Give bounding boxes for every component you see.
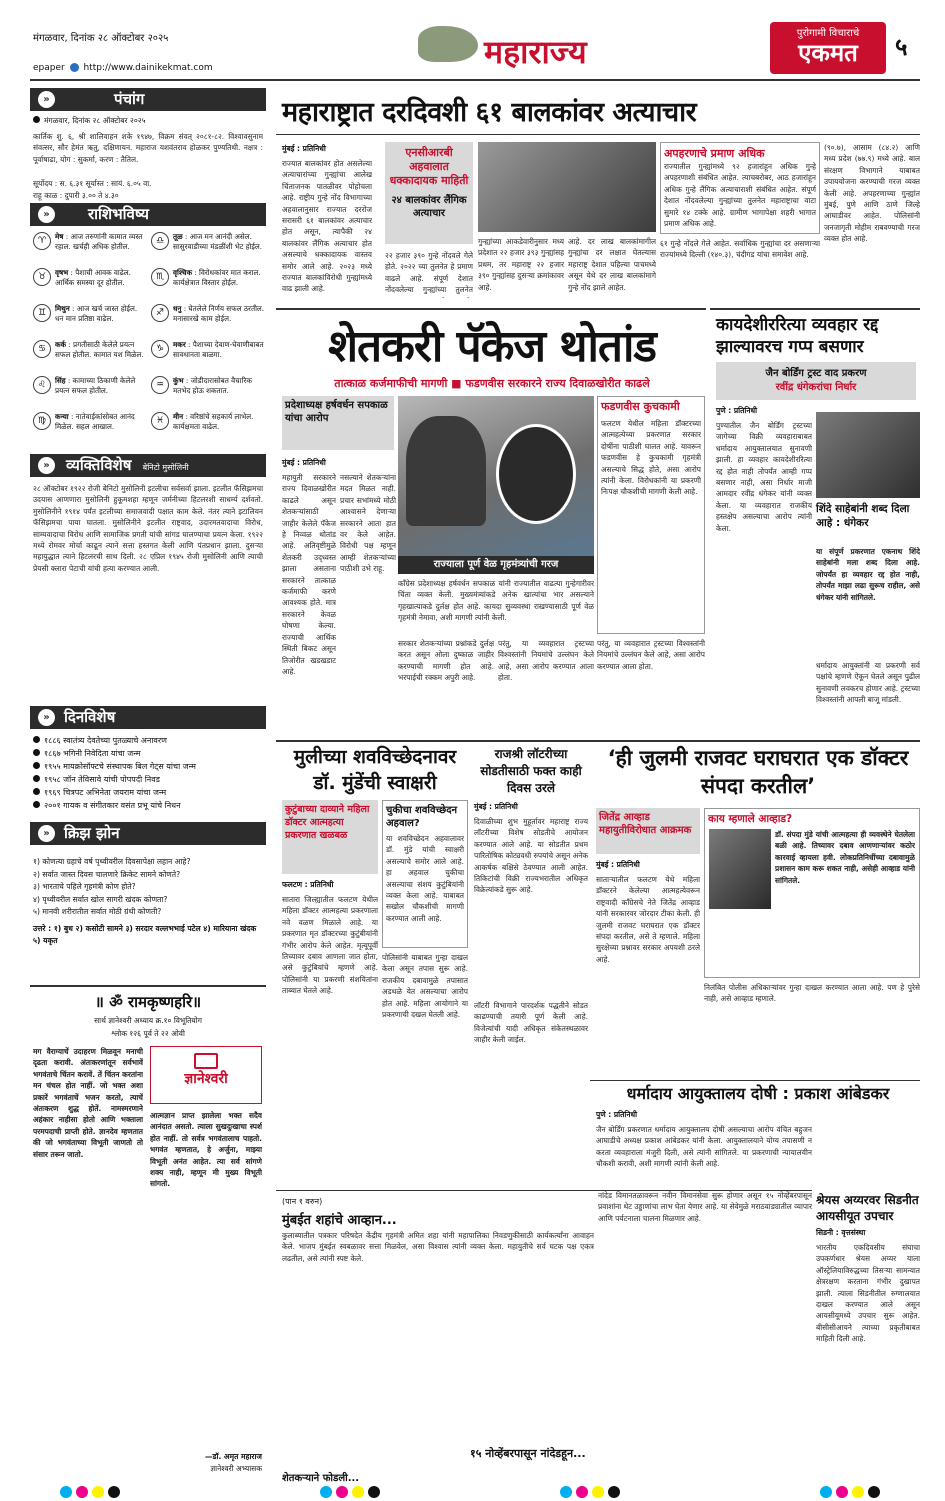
rashi-title: राशिभविष्य: [88, 205, 149, 223]
rashi-text: पैशाच्या देवाण-घेवाणीबाबत सावधानता बाळगा.: [173, 340, 264, 359]
list-item-text: १९६९ चित्रपट अभिनेता जयराम यांचा जन्म: [44, 788, 167, 797]
yellow-dot: [592, 1486, 604, 1498]
jitendra-body: साताऱ्यातील फलटण येथे महिला डॉक्टरने केलेल्या आत्महत्येवरून राष्ट्रवादी काँग्रेसचे नेते जितेंद्र आव्हाड यांनी सरकारवर जोरदार टीका केली. ही जुलमी राजवट घराघरात एक डॉक्टर संपदा करतील, असे ते म्हणाले. महिला सुरक्षेच्या प्रश्नावर सरकार अपयशी ठरले आहे.: [596, 875, 700, 964]
person-subtitle: बेनिटो मुसोलिनी: [142, 463, 189, 472]
zodiac-icon: ♌: [33, 376, 51, 394]
quiz-answers: उत्तरे : १) बुध २) कसोटी सामने ३) सरदार वल्लभभाई पटेल ४) मारियाना खंदक ५) यकृत: [33, 923, 257, 945]
person-photo-left: [406, 416, 486, 526]
rashi-text: आज खर्च जास्त होईल. धन मान प्रतिष्ठा वाढेल.: [55, 304, 138, 323]
om-author: —डॉ. अमृत महाराज: [204, 1452, 262, 1461]
jain-sub2: रवींद्र धंगेकरांचा निर्धार: [775, 382, 857, 393]
lead-col6: (९०.७), आसाम (८४.२) आणि मध्य प्रदेश (७७.९) मध्ये आहे. बाल संरक्षण विभागाने याबाबत उपाययोजना करण्याची गरज व्यक्त केली आहे. अपहरणाच्या गुन्ह्यांत मुंबई, पुणे आणि ठाणे जिल्हे आघाडीवर आहेत. पोलिसांनी जनजागृती मोहीम राबवण्याची गरज व्यक्त होत आहे.: [824, 143, 920, 244]
doctor-headline: मुलीच्या शवविच्छेदनावर डॉ. मुंडेंची स्वाक्षरी: [293, 746, 457, 794]
package-col5: परंतु, या व्यवहारात ट्रस्टच्या विश्वस्तांनी नियमांचे उल्लंघन केले आहे, असा आरोप करण्यात आला होता.: [597, 639, 705, 671]
package-col1: महायुती सरकारने राज्य दिवाळखोरीत काढले असून शेतकऱ्यांसाठी जाहीर केलेले पॅकेज हे निव्वळ थोतांड आहे. अतिवृष्टीमुळे शेतकरी उद्ध्वस्त झाला असताना सरकारने तात्काळ कर्जमाफी करणे आवश्यक होते. मात्र सरकारने केवळ घोषणा केल्या. राज्याची आर्थिक स्थिती बिकट असून तिजोरीत खडखडाट आहे.: [282, 473, 336, 676]
jitendra-box-body: डॉ. संपदा मुंडे यांची आत्महत्या ही व्यवस्थेने घेतलेला बळी आहे. तिच्यावर दबाव आणणाऱ्यांवर कठोर कारवाई व्हायला हवी. लोकप्रतिनिधींच्या दबावामुळे प्रशासन काम करू शकत नाही, असेही आव्हाड यांनी सांगितले.: [775, 830, 915, 885]
jain-col2: धर्मादाय आयुक्तांनी या प्रकरणी सर्व पक्षांचे म्हणणे ऐकून घेतले असून पुढील सुनावणी लवकरच होणार आहे. ट्रस्टच्या विश्वस्तांनी आपली बाजू मांडली.: [816, 661, 920, 705]
masthead: [0, 0, 945, 78]
doctor-box-body: या शवविच्छेदन अहवालावर डॉ. मुंडे यांची स्वाक्षरी असल्याचे समोर आले आहे. हा अहवाल चुकीचा असल्याचा संशय कुटुंबियांनी व्यक्त केला आहे. याबाबत सखोल चौकशीची मागणी करण्यात आली आहे.: [386, 834, 464, 923]
list-item-text: २००१ गायक व संगीतकार वसंत प्रभू यांचे निधन: [44, 801, 181, 810]
rashi-name: मकर: [173, 340, 186, 349]
rashi-item: धनु : घेतलेले निर्णय सफल ठरतील. मनासारखे काम होईल.: [173, 304, 265, 323]
rashi-item: कुंभ : जोडीदारासोबत वैचारिक मतभेद होऊ शकतात.: [173, 376, 252, 395]
package-col2: नसल्याने शेतकऱ्यांना मदत मिळत नाही. प्रचार सभांमध्ये मोठी आश्वासने देणाऱ्या सरकारने आता हात वर केले आहेत. विरोधी पक्ष म्हणून आम्ही शेतकऱ्यांच्या पाठीशी उभे राहू.: [340, 473, 396, 574]
jitendra-headline: ‘ही जुलमी राजवट घराघरात एक डॉक्टर संपदा करतील’: [607, 746, 909, 798]
om-author2: ज्ञानेश्वरी अभ्यासक: [210, 1464, 262, 1473]
lead-dateline: मुंबई : प्रतिनिधी: [282, 144, 326, 153]
lead-col2: २२ हजार ३९० गुन्हे नोंदवले गेले होते. २०२२ च्या तुलनेत हे प्रमाण वाढले आहे. संपूर्ण देशात नोंदवलेल्या गुन्ह्यांच्या तुलनेत: [385, 251, 473, 295]
divider: [590, 1080, 920, 1081]
dnyaneshwari-logo: [150, 1046, 262, 1104]
zodiac-icon: ♍: [33, 412, 51, 430]
jitendra-col2: निलंबित पोलीस अधिकाऱ्यांवर गुन्हा दाखल करण्यात आला आहे. पण हे पुरेसे नाही, असे आव्हाड म्हणाले.: [704, 983, 920, 1004]
arrow-icon: »: [38, 206, 55, 223]
bullet-icon: [33, 736, 40, 743]
quiz-title: क्रिझ झोन: [64, 824, 120, 842]
quiz-question: ५) मानवी शरीरातील सर्वात मोठी ग्रंथी कोणती?: [33, 907, 162, 916]
rashi-item: मिथुन : आज खर्च जास्त होईल. धन मान प्रतिष्ठा वाढेल.: [55, 304, 138, 323]
prakash-headline: धर्मादाय आयुक्तालय दोषी : प्रकाश आंबेडकर: [626, 1084, 890, 1103]
lottery-dateline: मुंबई : प्रतिनिधी: [474, 802, 518, 811]
rashi-name: वृश्चिक: [173, 268, 192, 277]
section-title: महाराज्य: [484, 33, 587, 71]
lead-col5: ६१ गुन्हे नोंदले गेले आहेत. सर्वाधिक गुन्ह्यांचा दर असणाऱ्या राज्यांमध्ये दिल्ली (१४०.३), चंदीगड यांचा समावेश आहे.: [660, 239, 820, 260]
zodiac-icon: ♋: [33, 340, 51, 358]
page-number: ५: [895, 33, 908, 61]
jain-body: पुण्यातील जैन बोर्डिंग ट्रस्टच्या जागेच्या विक्री व्यवहाराबाबत धर्मादाय आयुक्तालयात सुनावणी झाली. हा व्यवहार कायदेशीररित्या रद्द होत नाही तोपर्यंत आम्ही गप्प बसणार नाही, असा निर्धार माजी आमदार रवींद्र धंगेकर यांनी व्यक्त केला. या व्यवहारात राजकीय हस्तक्षेप असल्याचा आरोप त्यांनी केला.: [716, 421, 812, 533]
package-photo: [398, 396, 594, 556]
registration-strip: [0, 1486, 945, 1500]
divider: [30, 985, 266, 987]
jain-sub1: जैन बोर्डिंग ट्रस्ट वाद प्रकरण: [765, 368, 867, 379]
rashi-text: पैशाची आवक वाढेल. आर्थिक समस्या दूर होतील.: [55, 268, 131, 287]
arrow-icon: »: [38, 709, 55, 726]
jain-sub-box: [716, 362, 916, 400]
abduct-box: [660, 142, 820, 234]
bullet-icon: [33, 116, 40, 123]
continued-label: (पान १ वरुन): [282, 1197, 323, 1206]
jain-headline: कायदेशीररित्या व्यवहार रद्द झाल्यावरच गप्प बसणार: [716, 315, 879, 357]
package-side-head-text: प्रदेशाध्यक्ष हर्षवर्धन सपकाळ यांचा आरोप: [285, 400, 388, 424]
zodiac-icon: ♑: [151, 340, 169, 358]
shreyas-body: भारतीय एकदिवसीय संघाचा उपकर्णधार श्रेयस अय्यर याला ऑस्ट्रेलियाविरुद्धच्या तिसऱ्या सामन्यात क्षेत्ररक्षण करताना गंभीर दुखापत झाली. त्याला सिडनीतील रुग्णालयात दाखल करण्यात आले असून आयसीयूमध्ये उपचार सुरू आहेत. बीसीसीआयने त्याच्या प्रकृतीबाबत माहिती दिली आहे.: [816, 1243, 920, 1344]
om-col2: आत्मज्ञान प्राप्त झालेला भक्त सदैव आनंदात असतो. त्याला सुखदुःखाचा स्पर्श होत नाहीं. तो सर्वत्र भगवंतालाच पाहतो. भगवंत म्हणतात, हे अर्जुना, माझ्या विभूती अनंत आहेत. त्या सर्व सांगणे शक्य नाही, म्हणून मी मुख्य विभूती सांगतो.: [150, 1111, 262, 1189]
rashi-item: कर्क : प्रगतीसाठी केलेले प्रयत्न सफल होतील. कामात यश मिळेल.: [55, 340, 144, 359]
list-item-text: १९५८ जॉन तेविसावे यांची पोपपदी निवड: [44, 775, 160, 784]
rashi-item: सिंह : कामाच्या ठिकाणी केलेले प्रयत्न सफल होतील.: [55, 376, 136, 395]
rashi-name: धनु: [173, 304, 182, 313]
rashi-text: कामाच्या ठिकाणी केलेले प्रयत्न सफल होतील.: [55, 376, 136, 395]
prakash-dateline: पुणे : प्रतिनिधी: [596, 1110, 638, 1119]
package-box-title: फडणवीस कुचकामी: [601, 400, 680, 413]
om-sub2: श्लोक १२६ पूर्व ते २२ ओवी: [111, 1029, 185, 1038]
lead-col4: आहे. दर लाख बालकांमागील गुन्ह्यांचा दर लक्षात घेतल्यास महाराष्ट्र देशात पहिल्या पाचमध्ये असून येथे दर लाख बालकांमागे गुन्हे नोंद झाले आहेत.: [568, 237, 656, 292]
lead-box-title: एनसीआरबी अहवालात धक्कादायक माहिती: [389, 146, 469, 187]
caption-body: काँग्रेस प्रदेशाध्यक्ष हर्षवर्धन सपकाळ यांनी राज्यातील वाढत्या गुन्हेगारीवर चिंता व्यक्त केली. मुख्यमंत्र्यांकडे अनेक खात्यांचा भार असल्याने गृहखात्याकडे दुर्लक्ष होत आहे. कायदा सुव्यवस्था राखण्यासाठी पूर्ण वेळ गृहमंत्री नेमावा, अशी मागणी त्यांनी केली.: [398, 579, 594, 623]
zodiac-icon: ♒: [151, 376, 169, 394]
lead-box-sub: २४ बालकांवर लैंगिक अत्याचार: [391, 195, 467, 219]
bullet-icon: [33, 775, 40, 782]
quote-title: शिंदे साहेबांनी शब्द दिला आहे : धंगेकर: [816, 503, 910, 529]
person-bar: [30, 454, 266, 477]
person-body: २८ ऑक्टोबर १९२२ रोजी बेनिटो मुसोलिनी इटलीचा सर्वसर्वा झाला. इटलीत फॅसिझमचा उदयास आणणारा मुसोलिनी हुकूमशहा म्हणून जर्मनीच्या हिटलरशी साधर्म्य दर्शवतो. मुसोलिनीने १९१४ पर्यंत इटलीच्या समाजवादी पक्षात काम केले. नंतर त्याने इटालियन फॅसिझमचा पाया घातला. मुसोलिनीने इटलीत राष्ट्रवाद, उदारमतवादाचा विरोध, साम्यवादाचा विरोध आणि सामाजिक प्रगती यांची सांगड घालण्याचा प्रयत्न केला. १९२२ मध्ये रोमवर मोर्चा काढून त्याने सत्ता हस्तगत केली आणि पंतप्रधान झाला. दुसऱ्या महायुद्धात त्याने हिटलरची साथ दिली. २८ एप्रिल १९४५ रोजी मुसोलिनी आणि त्याची प्रेयसी क्लारा पेटाची यांची हत्या करण्यात आली.: [33, 484, 263, 573]
continued-foot: शेतकऱ्याने फोडली...: [282, 1473, 360, 1484]
brand-box: [770, 22, 886, 74]
cyan-dot: [820, 1486, 832, 1498]
logo-text: ज्ञानेश्वरी: [184, 1071, 228, 1087]
doctor-side-head-text: कुटुंबाच्या दाव्याने महिला डॉक्टर आत्महत्या प्रकरणात खळबळ: [285, 804, 370, 841]
yellow-dot: [852, 1486, 864, 1498]
lottery-col2: लॉटरी विभागाने पारदर्शक पद्धतीने सोडत काढण्याची तयारी पूर्ण केली आहे. विजेत्यांची यादी अधिकृत संकेतस्थळावर जाहीर केली जाईल.: [474, 1001, 588, 1045]
lead-headline: महाराष्ट्रात दरदिवशी ६१ बालकांवर अत्याचार: [282, 97, 697, 128]
rashi-item: मकर : पैशाच्या देवाण-घेवाणीबाबत सावधानता बाळगा.: [173, 340, 264, 359]
list-item: [33, 786, 265, 799]
rashi-item: वृश्चिक : विरोधकांवर मात कराल. कार्यक्षेत्रात विस्तार होईल.: [173, 268, 261, 287]
rashi-name: मेष: [55, 232, 64, 241]
rashi-item: वृषभ : पैशाची आवक वाढेल. आर्थिक समस्या दूर होतील.: [55, 268, 131, 287]
shreyas-headline: श्रेयस अय्यरवर सिडनीत आयसीयूत उपचार: [816, 1193, 919, 1223]
panchang-title: पंचांग: [114, 90, 145, 108]
zodiac-icon: ♏: [151, 268, 169, 286]
arrow-icon: »: [38, 825, 55, 842]
quiz-bar: [30, 822, 266, 845]
continued-headline: मुंबईत शहांचे आव्हान...: [282, 1213, 397, 1228]
globe-icon: [70, 63, 79, 72]
rashi-name: कर्क: [55, 340, 67, 349]
panchang-rahu: राहू काळ : दुपारी ३.०० ते ४.३०: [33, 191, 119, 200]
abduct-title: अपहरणाचे प्रमाण अधिक: [664, 147, 765, 160]
rashi-text: विरोधकांवर मात कराल. कार्यक्षेत्रात विस्तार होईल.: [173, 268, 261, 287]
divider: [710, 308, 920, 310]
list-item-text: १८६७ भगिनी निवेदिता यांचा जन्म: [44, 749, 141, 758]
dinvishesh-bar: [30, 706, 266, 729]
masthead-date: मंगळवार, दिनांक २८ ऑक्टोबर २०२५: [33, 33, 169, 44]
om-title: ॥ ॐ रामकृष्णहरि॥: [94, 993, 202, 1011]
dinvishesh-title: दिनविशेष: [64, 708, 116, 726]
doctor-body: सातारा जिल्ह्यातील फलटण येथील महिला डॉक्टर आत्महत्या प्रकरणाला नवे वळण मिळाले आहे. या प्रकरणात मृत डॉक्टरच्या कुटुंबीयांनी गंभीर आरोप केले आहेत. मृत्यूपूर्वी तिच्यावर दबाव आणला जात होता, असे कुटुंबियांचे म्हणणे आहे. पोलिसांनी या प्रकरणी संशयितांना ताब्यात घेतले आहे.: [282, 895, 378, 996]
package-headline: शेतकरी पॅकेज थोतांड: [328, 321, 656, 372]
yellow-dot: [352, 1486, 364, 1498]
rashi-name: मीन: [173, 412, 184, 421]
prakash-body: जैन बोर्डिंग प्रकरणात धर्मादाय आयुक्तालय दोषी असल्याचा आरोप वंचित बहुजन आघाडीचे अध्यक्ष प्रकाश आंबेडकर यांनी केला. आयुक्तालयाने योग्य तपासणी न करता व्यवहाराला मंजुरी दिली, असे त्यांनी सांगितले. या प्रकरणाची न्यायालयीन चौकशी करावी, अशी मागणी त्यांनी केली आहे.: [596, 1125, 812, 1169]
list-item-text: १९५५ मायक्रोसॉफ्टचे संस्थापक बिल गेट्स यांचा जन्म: [44, 762, 196, 771]
zodiac-icon: ♈: [33, 232, 51, 250]
list-item: [33, 747, 265, 760]
epaper-label: [33, 63, 213, 73]
zodiac-icon: ♐: [151, 304, 169, 322]
rashi-item: तूळ : आज मन आनंदी असेल. सासुरवाडीच्या मंडळींशी भेट होईल.: [173, 232, 263, 251]
lead-col3: गुन्ह्यांच्या आकडेवारीनुसार मध्य प्रदेशात २२ हजार ३९३ गुन्ह्यांसह प्रथम, तर महाराष्ट्र २२ हजार ३९० गुन्ह्यांसह दुसऱ्या क्रमांकावर आहे.: [478, 237, 564, 292]
bullet-icon: [33, 762, 40, 769]
package-box-body: फलटण येथील महिला डॉक्टरच्या आत्महत्येच्या प्रकरणात सरकार दोषींना पाठीशी घालत आहे. यावरून फडणवीस हे कुचकामी गृहमंत्री असल्याचे सिद्ध होते, असा आरोप त्यांनी केला. विरोधकांनी या प्रकरणी निःपक्ष चौकशीची मागणी केली आहे.: [601, 419, 701, 497]
jitendra-side-head: [596, 808, 700, 854]
brand-logo: एकमत: [798, 39, 858, 67]
jitendra-box-title: काय म्हणाले आव्हाड?: [708, 813, 793, 825]
rashi-item: मीन : वरिष्ठांचे सहकार्य लाभेल. कार्यक्षमता वाढेल.: [173, 412, 254, 431]
doctor-side-head: [282, 800, 378, 874]
zodiac-icon: ♊: [33, 304, 51, 322]
rashi-text: आज मन आनंदी असेल. सासुरवाडीच्या मंडळींशी भेट होईल.: [173, 232, 263, 251]
doctor-dateline: फलटण : प्रतिनिधी: [282, 880, 334, 889]
lead-col1: राज्यात बालकांवर होत असलेल्या अत्याचारांच्या गुन्ह्यांचा आलेख चिंताजनक पातळीवर पोहोचला आहे. राष्ट्रीय गुन्हे नोंद विभागाच्या अहवालानुसार राज्यात दररोज सरासरी ६१ बालकांवर अत्याचार होत असून, त्यापैकी २४ बालकांवर लैंगिक अत्याचार होत असल्याचे धक्कादायक वास्तव समोर आले आहे. २०२३ मध्ये राज्यात बालकांविरोधी गुन्ह्यांमध्ये वाढ झाली आहे.: [282, 159, 372, 294]
cyan-dot: [320, 1486, 332, 1498]
lottery-body: दिवाळीच्या शुभ मुहूर्तावर महाराष्ट्र राज्य लॉटरीच्या विशेष सोडतीचे आयोजन करण्यात आले आहे. या सोडतीत प्रथम पारितोषिक कोट्यवधी रुपयांचे असून अनेक आकर्षक बक्षिसे ठेवण्यात आली आहेत. तिकिटांची विक्री राज्यभरातील अधिकृत विक्रेत्यांकडे सुरू आहे.: [474, 817, 588, 895]
panchang-bar: [30, 88, 266, 111]
jitendra-side-head-text: जितेंद्र आव्हाड महायुतीविरोधात आक्रमक: [599, 812, 692, 836]
panchang-sun: सूर्योदय : स. ६.३१ सूर्यास्त : सायं. ६.०५ वा.: [33, 179, 152, 188]
arrow-icon: »: [38, 91, 55, 108]
zodiac-icon: ♓: [151, 412, 169, 430]
rashi-text: वरिष्ठांचे सहकार्य लाभेल. कार्यक्षमता वाढेल.: [173, 412, 254, 431]
rashi-item: मेष : आज तरुणांनी कामात व्यस्त रहाल. खर्चही अधिक होतील.: [55, 232, 143, 251]
package-box: [597, 396, 705, 634]
rashi-name: वृषभ: [55, 268, 69, 277]
rashi-name: सिंह: [55, 376, 66, 385]
cyan-dot: [60, 1486, 72, 1498]
rashi-name: तूळ: [173, 232, 183, 241]
doctor-col2: पोलिसांनी याबाबत गुन्हा दाखल केला असून तपास सुरू आहे. राजकीय दबावामुळे तपासात अडथळे येत असल्याचा आरोप होत आहे. महिला आयोगाने या प्रकरणाची दखल घेतली आहे.: [382, 953, 468, 1020]
list-item: [33, 799, 265, 812]
bullet-icon: [33, 749, 40, 756]
list-item: [33, 773, 265, 786]
cyan-dot: [560, 1486, 572, 1498]
doctor-box: [382, 800, 468, 948]
divider: [276, 134, 920, 135]
arrow-icon: »: [38, 457, 55, 474]
quote-body: या संपूर्ण प्रकरणात एकनाथ शिंदे साहेबांनी मला शब्द दिला आहे. जोपर्यंत हा व्यवहार रद्द होत नाही, तोपर्यंत माझा लढा सुरूच राहील, असे धंगेकर यांनी सांगितले.: [816, 547, 920, 602]
panchang-date: [33, 116, 146, 126]
om-col1: मग वैराग्याचें उदाहरण मिळवून मनाची दृढता करावी. अंतःकरणांतून सर्वभावें भगवंताचे चिंतन करावें. तें चिंतन करतांना मन चंचल होत नाहीं. जो भक्त अशा प्रकारें भगवंताचें भजन करतो, त्याचें अंतःकरण शुद्ध होतें. नामस्मरणाने अहंकार नाहीसा होतो आणि भक्ताला परमपदाची प्राप्ती होते. ज्ञानदेव म्हणतात की जो भगवंताच्या विभूती जाणतो तो संसार तरून जातो.: [33, 1047, 143, 1159]
rashi-text: घेतलेले निर्णय सफल ठरतील. मनासारखे काम होईल.: [173, 304, 265, 323]
divider: [276, 308, 706, 310]
lead-box: [385, 142, 473, 244]
photo-caption-bar: [398, 556, 594, 574]
magenta-dot: [336, 1486, 348, 1498]
doctor-box-title: चुकीचा शवविच्छेदन अहवाल?: [386, 805, 458, 829]
package-subhead: तात्काळ कर्जमाफीची मागणी ■ फडणवीस सरकारने राज्य दिवाळखोरीत काढले: [334, 377, 650, 390]
panchang-date-text: मंगळवार, दिनांक २८ ऑक्टोबर २०२५: [44, 116, 146, 125]
quiz-question: ३) भारताचे पहिले गृहमंत्री कोण होते?: [33, 882, 136, 891]
website-link[interactable]: http://www.dainikekmat.com: [83, 63, 213, 73]
quiz-question: ४) पृथ्वीवरील सर्वात खोल सागरी खंदक कोणता?: [33, 894, 168, 904]
magenta-dot: [836, 1486, 848, 1498]
book-icon: [194, 1053, 218, 1069]
bullet-icon: [33, 788, 40, 795]
list-item: [33, 734, 265, 747]
tagline: पुरोगामी विचाराचे: [796, 28, 860, 39]
rashi-text: आज तरुणांनी कामात व्यस्त रहाल. खर्चही अधिक होतील.: [55, 232, 143, 251]
black-dot: [368, 1486, 380, 1498]
shreyas-dateline: सिडनी : वृत्तसंस्था: [816, 1228, 866, 1237]
lottery-headline: राजश्री लॉटरीच्या सोडतीसाठी फक्त काही दिवस उरले: [480, 747, 582, 795]
package-col4: परंतु, या व्यवहारात ट्रस्टच्या विश्वस्तांनी नियमांचे उल्लंघन केले आहे, असा आरोप करण्यात आला होता.: [498, 639, 594, 683]
black-dot: [608, 1486, 620, 1498]
rashi-text: प्रगतीसाठी केलेले प्रयत्न सफल होतील. कामात यश मिळेल.: [55, 340, 144, 359]
package-col3: सरकार शेतकऱ्यांच्या प्रश्नांकडे दुर्लक्ष करत असून ओला दुष्काळ जाहीर करण्याची मागणी होत आहे. भरपाईची रक्कम अपुरी आहे.: [398, 639, 494, 683]
rashi-text: नातेवाईकांसोबत आनंद मिळेल. सहल आखाल.: [55, 412, 135, 431]
yellow-dot: [92, 1486, 104, 1498]
quiz-question: १) कोणत्या ग्रहाचे वर्ष पृथ्वीवरील दिवसापेक्षा लहान आहे?: [33, 857, 191, 866]
rashi-bar: [30, 203, 266, 226]
jitendra-dateline: मुंबई : प्रतिनिधी: [596, 860, 640, 869]
rashi-name: मिथुन: [55, 304, 70, 313]
masthead-map: [418, 26, 478, 62]
zodiac-icon: ♎: [151, 232, 169, 250]
jitendra-box: [704, 808, 920, 978]
jain-dateline: पुणे : प्रतिनिधी: [716, 406, 758, 415]
bullet-icon: [33, 801, 40, 808]
rashi-name: कुंभ: [173, 376, 184, 385]
list-item: [33, 760, 265, 773]
panchang-body: कार्तिक शु. ६, श्री शालिवाहन शके १९४७, विक्रम संवत् २०८१-८२. विश्वावसुनाम संवत्सर, सौर हेमंत ऋतु, दक्षिणायन. महाराज यशवंतराव होळकर पुण्यतिथी. नक्षत्र : पूर्वाषाढा, योग : सुकर्मा, करण : तैतिल.: [33, 132, 263, 164]
lead-photo: [478, 142, 656, 232]
person-photo-right: [496, 424, 576, 524]
black-dot: [108, 1486, 120, 1498]
epaper-text: epaper: [33, 63, 65, 73]
rashi-text: जोडीदारासोबत वैचारिक मतभेद होऊ शकतात.: [173, 376, 252, 395]
dinvishesh-list: [33, 734, 265, 812]
rashi-name: कन्या: [55, 412, 69, 421]
continued-body: कुलाब्यातील पत्रकार परिषदेत केंद्रीय गृहमंत्री अमित शहा यांनी महापालिका निवडणुकीसाठी कार्यकर्त्यांना आवाहन केले. भाजप मुंबईत स्वबळावर सत्ता मिळवेल, असा विश्वास त्यांनी व्यक्त केला. महायुतीचे सर्व घटक पक्ष एकत्र लढतील, असे त्यांनी स्पष्ट केले.: [282, 1231, 594, 1263]
quiz-list: [33, 856, 265, 948]
magenta-dot: [76, 1486, 88, 1498]
nanded-headline: १५ नोव्हेंबरपासून नांदेडहून...: [470, 1447, 586, 1460]
black-dot: [868, 1486, 880, 1498]
package-side-head: [282, 396, 394, 450]
zodiac-icon: ♉: [33, 268, 51, 286]
person-title: व्यक्तिविशेष: [66, 456, 132, 474]
abduct-body: राज्यातील गुन्ह्यांमध्ये ९२ हजारांहून अधिक गुन्हे अपहरणाशी संबंधित आहेत. त्याचबरोबर, आठ हजारांहून अधिक गुन्हे लैंगिक अत्याचाराशी संबंधित आहेत. संपूर्ण देशात नोंदवलेल्या गुन्ह्यांच्या तुलनेत महाराष्ट्राचा वाटा सुमारे १४ टक्के आहे. ग्रामीण भागापेक्षा शहरी भागात प्रमाण अधिक आहे.: [664, 162, 816, 229]
jitendra-photo: [709, 829, 771, 909]
package-dateline: मुंबई : प्रतिनिधी: [282, 458, 326, 467]
quiz-question: २) सर्वात जास्त दिवस चालणारे क्रिकेट सामने कोणते?: [33, 869, 181, 879]
divider: [276, 740, 920, 742]
masthead-rule: [30, 79, 920, 81]
list-item-text: १८८६ स्वातंत्र्य देवतेच्या पुतळ्याचे अनावरण: [44, 736, 167, 745]
om-sub1: सार्थ ज्ञानेश्वरी अध्याय क्र.१० विभूतियोग: [94, 1016, 202, 1025]
photo-caption: राज्याला पूर्ण वेळ गृहमंत्र्यांची गरज: [433, 559, 559, 570]
rashi-item: कन्या : नातेवाईकांसोबत आनंद मिळेल. सहल आखाल.: [55, 412, 135, 431]
nanded-body: नांदेड विमानतळावरून नवीन विमानसेवा सुरू होणार असून १५ नोव्हेंबरपासून प्रवाशांना थेट उड्डाणांचा लाभ घेता येणार आहे. या सेवेमुळे मराठवाड्यातील व्यापार आणि पर्यटनाला चालना मिळणार आहे.: [598, 1191, 812, 1223]
magenta-dot: [576, 1486, 588, 1498]
jain-photo: [816, 412, 920, 498]
